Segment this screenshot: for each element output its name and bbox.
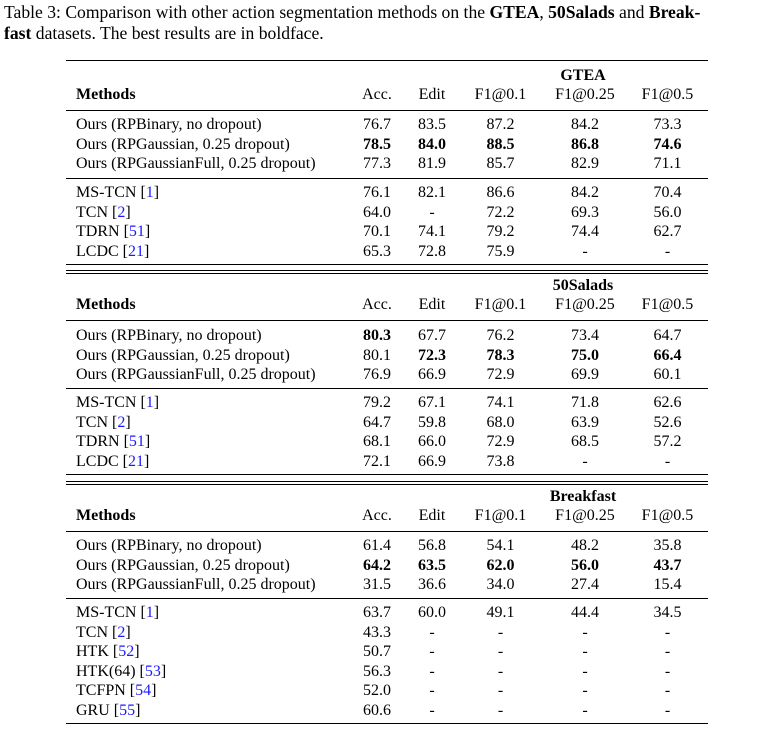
table-cell: 74.6 bbox=[653, 135, 682, 153]
table-cell: F1@0.25 bbox=[555, 507, 615, 524]
table-cell: 43.7 bbox=[653, 556, 682, 574]
table-row bbox=[66, 222, 708, 242]
table-cell: - bbox=[582, 701, 588, 719]
table-cell: 75.0 bbox=[571, 346, 599, 364]
table-row bbox=[66, 203, 708, 223]
table-row bbox=[66, 575, 708, 595]
method-name: LCDC [21] bbox=[76, 242, 150, 260]
table-cell: - bbox=[497, 701, 504, 719]
table-cell: - bbox=[664, 623, 671, 641]
table-row bbox=[66, 393, 708, 413]
method-label: HTK(64) bbox=[76, 662, 136, 680]
method-label: TCN bbox=[76, 413, 108, 431]
caption-pre: Comparison with other action segmentation methods on the bbox=[65, 2, 490, 22]
table-row bbox=[66, 154, 708, 174]
table-cell: 62.7 bbox=[653, 223, 682, 240]
method-name: TDRN [51] bbox=[76, 433, 151, 450]
table-cell: 52.6 bbox=[653, 413, 682, 431]
table-cell: - bbox=[664, 662, 671, 680]
table-cell: - bbox=[664, 452, 671, 470]
table-cell: 75.9 bbox=[486, 242, 515, 260]
table-cell: Edit bbox=[418, 86, 446, 103]
citation-link[interactable]: 21 bbox=[128, 242, 144, 260]
table-row bbox=[66, 662, 708, 682]
table-cell: - bbox=[582, 662, 588, 680]
caption-50salads: 50Salads bbox=[548, 2, 615, 22]
table-cell: 63.7 bbox=[363, 604, 391, 621]
table-cell: 79.2 bbox=[486, 223, 515, 240]
table-cell: 60.0 bbox=[418, 604, 446, 621]
citation-link[interactable]: 52 bbox=[118, 643, 135, 660]
table-cell: 76.1 bbox=[363, 184, 391, 201]
caption-post: datasets. The best results are in boldface. bbox=[31, 23, 324, 43]
table-rule bbox=[66, 270, 708, 271]
table-cell: 64.0 bbox=[363, 203, 391, 221]
table-rule bbox=[66, 60, 708, 61]
table-row bbox=[66, 346, 708, 366]
citation-link[interactable]: 55 bbox=[119, 701, 136, 719]
table-cell: 69.3 bbox=[571, 203, 599, 221]
method-name: MS-TCN [1] bbox=[76, 604, 160, 621]
table-cell: 84.2 bbox=[571, 184, 599, 201]
table-cell: 72.8 bbox=[418, 242, 446, 260]
table-row bbox=[66, 183, 708, 203]
table-cell: 60.1 bbox=[653, 366, 682, 383]
method-name: TCN [2] bbox=[76, 413, 131, 431]
table-cell: 56.8 bbox=[418, 537, 446, 554]
table-cell: Ours (RPGaussian, 0.25 dropout) bbox=[76, 135, 290, 153]
table-cell: Ours (RPGaussianFull, 0.25 dropout) bbox=[76, 155, 316, 172]
citation-link[interactable]: 21 bbox=[128, 452, 144, 470]
table-cell: Ours (RPGaussian, 0.25 dropout) bbox=[76, 346, 290, 364]
table-cell: F1@0.5 bbox=[641, 86, 694, 103]
table-row bbox=[66, 452, 708, 472]
table-cell: 67.1 bbox=[418, 394, 446, 411]
table-cell: 68.1 bbox=[363, 433, 391, 450]
table-cell: Acc. bbox=[362, 296, 392, 313]
table-cell: - bbox=[429, 623, 435, 641]
table-cell: 68.0 bbox=[486, 413, 515, 431]
table-cell: Ours (RPGaussian, 0.25 dropout) bbox=[76, 556, 290, 574]
method-name: GRU [55] bbox=[76, 701, 141, 719]
table-row bbox=[66, 326, 708, 346]
table-cell: 66.9 bbox=[418, 366, 446, 383]
table-row bbox=[66, 365, 708, 385]
table-rule bbox=[66, 723, 708, 724]
caption-breakfast-a: Break- bbox=[648, 2, 701, 22]
citation-link[interactable]: 51 bbox=[128, 433, 145, 450]
table-cell: - bbox=[582, 242, 588, 260]
caption-sep: and bbox=[614, 2, 649, 22]
table-row bbox=[66, 603, 708, 623]
table-cell: - bbox=[429, 643, 435, 660]
table-cell: 35.8 bbox=[653, 537, 682, 554]
table-cell: 64.7 bbox=[363, 413, 391, 431]
table-cell: - bbox=[664, 643, 671, 660]
table-cell: - bbox=[429, 701, 435, 719]
table-cell: - bbox=[429, 662, 435, 680]
citation-link[interactable]: 2 bbox=[117, 623, 126, 641]
caption-label: Table 3: bbox=[4, 2, 61, 22]
method-label: TDRN bbox=[76, 433, 120, 450]
table-cell: 87.2 bbox=[486, 116, 515, 133]
table-cell: 64.7 bbox=[653, 327, 682, 344]
table-cell: 65.3 bbox=[363, 242, 391, 260]
table-cell: 74.1 bbox=[486, 394, 515, 411]
table-cell: 27.4 bbox=[571, 576, 599, 593]
citation-link[interactable]: 1 bbox=[145, 394, 154, 411]
method-label: TCN bbox=[76, 203, 108, 221]
citation-link[interactable]: 54 bbox=[135, 682, 152, 699]
table-cell: 63.5 bbox=[418, 556, 446, 574]
method-name: TCN [2] bbox=[76, 623, 131, 641]
table-cell: 15.4 bbox=[653, 576, 682, 593]
method-label: TCN bbox=[76, 623, 108, 641]
table-row bbox=[66, 413, 708, 433]
table-cell: 78.3 bbox=[486, 346, 515, 364]
table-cell: Methods bbox=[76, 507, 136, 524]
table-cell: F1@0.1 bbox=[474, 296, 527, 313]
table-cell: 56.3 bbox=[363, 662, 391, 680]
method-label: MS-TCN bbox=[76, 184, 137, 201]
table-cell: 61.4 bbox=[363, 537, 391, 554]
table-cell: 67.7 bbox=[418, 327, 446, 344]
table-cell: 76.7 bbox=[363, 116, 391, 133]
table-cell: - bbox=[664, 701, 671, 719]
method-name: LCDC [21] bbox=[76, 452, 150, 470]
table-cell: 72.9 bbox=[486, 433, 515, 450]
table-cell: 72.9 bbox=[486, 366, 515, 383]
table-cell: F1@0.25 bbox=[555, 296, 615, 313]
citation-link[interactable]: 2 bbox=[117, 203, 126, 221]
table-cell: 56.0 bbox=[653, 203, 682, 221]
table-cell: 72.1 bbox=[363, 452, 391, 470]
method-name: TCFPN [54] bbox=[76, 682, 157, 699]
citation-link[interactable]: 53 bbox=[144, 662, 161, 680]
table-cell: - bbox=[497, 662, 504, 680]
method-name: HTK(64) [53] bbox=[76, 662, 167, 680]
table-rule bbox=[66, 481, 708, 482]
table-cell: 43.3 bbox=[363, 623, 391, 641]
method-label: GRU bbox=[76, 701, 110, 719]
method-label: MS-TCN bbox=[76, 394, 137, 411]
table-rule bbox=[66, 598, 708, 599]
dataset-heading-row bbox=[66, 66, 708, 86]
table-rule bbox=[66, 484, 708, 485]
table-cell: 76.2 bbox=[486, 327, 515, 344]
table-cell: - bbox=[497, 682, 504, 699]
table-cell: 72.3 bbox=[418, 346, 446, 364]
table-cell: 78.5 bbox=[363, 135, 391, 153]
table-cell: 50.7 bbox=[363, 643, 391, 660]
table-cell: 73.3 bbox=[653, 116, 682, 133]
table-cell: 74.4 bbox=[571, 223, 599, 240]
table-cell: 70.1 bbox=[363, 223, 391, 240]
table-cell: 76.9 bbox=[363, 366, 391, 383]
citation-link[interactable]: 51 bbox=[128, 223, 145, 240]
table-cell: 82.9 bbox=[571, 155, 599, 172]
table-cell: - bbox=[429, 203, 435, 221]
table-cell: 73.4 bbox=[571, 327, 599, 344]
table-cell: 80.1 bbox=[363, 346, 391, 364]
table-cell: - bbox=[664, 242, 671, 260]
table-row bbox=[66, 432, 708, 452]
caption-breakfast-b: fast bbox=[4, 23, 32, 43]
table-cell: F1@0.1 bbox=[474, 86, 527, 103]
method-label: TCFPN bbox=[76, 682, 126, 699]
table-row bbox=[66, 242, 708, 262]
table-cell: - bbox=[429, 682, 435, 699]
method-label: LCDC bbox=[76, 452, 119, 470]
table-row bbox=[66, 701, 708, 721]
table-cell: 64.2 bbox=[363, 556, 391, 574]
table-cell: 85.7 bbox=[486, 155, 515, 172]
table-cell: 81.9 bbox=[418, 155, 446, 172]
table-row bbox=[66, 623, 708, 643]
method-name: TCN [2] bbox=[76, 203, 131, 221]
method-name: HTK [52] bbox=[76, 643, 140, 660]
table-cell: Methods bbox=[76, 86, 136, 103]
table-rule bbox=[66, 110, 708, 111]
table-cell: 66.0 bbox=[418, 433, 446, 450]
table-cell: 59.8 bbox=[418, 413, 446, 431]
table-cell: 66.4 bbox=[653, 346, 682, 364]
table-cell: 80.3 bbox=[363, 327, 391, 344]
table-cell: 84.0 bbox=[418, 135, 446, 153]
table-cell: 86.6 bbox=[486, 184, 515, 201]
table-cell: 86.8 bbox=[571, 135, 599, 153]
table-cell: 72.2 bbox=[486, 203, 515, 221]
column-header-row bbox=[66, 295, 708, 315]
table-cell: 88.5 bbox=[486, 135, 515, 153]
table-cell: 83.5 bbox=[418, 116, 446, 133]
table-cell: 62.6 bbox=[653, 394, 682, 411]
table-cell: Ours (RPGaussianFull, 0.25 dropout) bbox=[76, 366, 316, 383]
table-cell: F1@0.25 bbox=[555, 86, 615, 103]
method-label: LCDC bbox=[76, 242, 119, 260]
table-cell: 54.1 bbox=[486, 537, 515, 554]
table-cell: 68.5 bbox=[571, 433, 599, 450]
method-name: MS-TCN [1] bbox=[76, 184, 160, 201]
table-rule bbox=[66, 531, 708, 532]
table-cell: 79.2 bbox=[363, 394, 391, 411]
table-cell: 44.4 bbox=[571, 604, 599, 621]
table-cell: 73.8 bbox=[486, 452, 515, 470]
table-cell: 31.5 bbox=[363, 576, 391, 593]
table-cell: - bbox=[582, 643, 588, 660]
table-row bbox=[66, 536, 708, 556]
table-cell: Acc. bbox=[362, 86, 392, 103]
table-cell: 84.2 bbox=[571, 116, 599, 133]
table-row bbox=[66, 681, 708, 701]
table-cell: 57.2 bbox=[653, 433, 682, 450]
table-cell: 77.3 bbox=[363, 155, 391, 172]
method-name: MS-TCN [1] bbox=[76, 394, 160, 411]
caption-sep: , bbox=[539, 2, 549, 22]
citation-link[interactable]: 2 bbox=[117, 413, 126, 431]
table-row bbox=[66, 642, 708, 662]
table-rule bbox=[66, 320, 708, 321]
table-cell: Methods bbox=[76, 296, 136, 313]
table-cell: GTEA bbox=[560, 67, 606, 84]
table-cell: Ours (RPBinary, no dropout) bbox=[76, 537, 262, 554]
caption-gtea: GTEA bbox=[489, 2, 540, 22]
table-cell: Edit bbox=[418, 507, 446, 524]
table-cell: 63.9 bbox=[571, 413, 599, 431]
table-cell: 34.5 bbox=[653, 604, 682, 621]
table-row bbox=[66, 556, 708, 576]
method-label: HTK bbox=[76, 643, 109, 660]
table-cell: F1@0.5 bbox=[641, 507, 694, 524]
method-label: MS-TCN bbox=[76, 604, 137, 621]
table-cell: 71.1 bbox=[653, 155, 682, 172]
method-name: TDRN [51] bbox=[76, 223, 151, 240]
table-cell: 50Salads bbox=[552, 277, 614, 294]
table-rule bbox=[66, 273, 708, 274]
table-cell: - bbox=[664, 682, 671, 699]
table-row bbox=[66, 135, 708, 155]
table-cell: Ours (RPBinary, no dropout) bbox=[76, 116, 262, 133]
table-cell: - bbox=[582, 452, 588, 470]
column-header-row bbox=[66, 506, 708, 526]
table-cell: Ours (RPBinary, no dropout) bbox=[76, 327, 262, 344]
citation-link[interactable]: 1 bbox=[145, 184, 154, 201]
table-cell: 70.4 bbox=[653, 184, 682, 201]
table-rule bbox=[66, 474, 708, 475]
table-cell: Breakfast bbox=[549, 488, 617, 505]
table-rule bbox=[66, 264, 708, 265]
table-rule bbox=[66, 388, 708, 389]
table-cell: 71.8 bbox=[571, 394, 599, 411]
table-cell: 36.6 bbox=[418, 576, 446, 593]
table-row bbox=[66, 115, 708, 135]
method-label: TDRN bbox=[76, 223, 120, 240]
table-cell: - bbox=[582, 682, 588, 699]
table-cell: Acc. bbox=[362, 507, 392, 524]
dataset-heading-row bbox=[66, 487, 708, 507]
table-cell: - bbox=[497, 643, 504, 660]
table-cell: F1@0.5 bbox=[641, 296, 694, 313]
table-cell: 66.9 bbox=[418, 452, 446, 470]
table-rule bbox=[66, 178, 708, 179]
table-cell: 34.0 bbox=[486, 576, 515, 593]
table-cell: Edit bbox=[418, 296, 446, 313]
column-header-row bbox=[66, 85, 708, 105]
table-cell: 52.0 bbox=[363, 682, 391, 699]
citation-link[interactable]: 1 bbox=[145, 604, 154, 621]
table-cell: 82.1 bbox=[418, 184, 446, 201]
table-cell: 56.0 bbox=[571, 556, 599, 574]
table-cell: 49.1 bbox=[486, 604, 515, 621]
table-cell: Ours (RPGaussianFull, 0.25 dropout) bbox=[76, 576, 316, 593]
table-cell: - bbox=[582, 623, 588, 641]
table-cell: 62.0 bbox=[486, 556, 515, 574]
table-cell: - bbox=[497, 623, 504, 641]
table-cell: 74.1 bbox=[418, 223, 446, 240]
table-cell: 60.6 bbox=[363, 701, 391, 719]
table-cell: F1@0.1 bbox=[474, 507, 527, 524]
table-cell: 69.9 bbox=[571, 366, 599, 383]
dataset-heading-row bbox=[66, 276, 708, 296]
table-cell: 48.2 bbox=[571, 537, 599, 554]
table-caption bbox=[4, 2, 776, 44]
